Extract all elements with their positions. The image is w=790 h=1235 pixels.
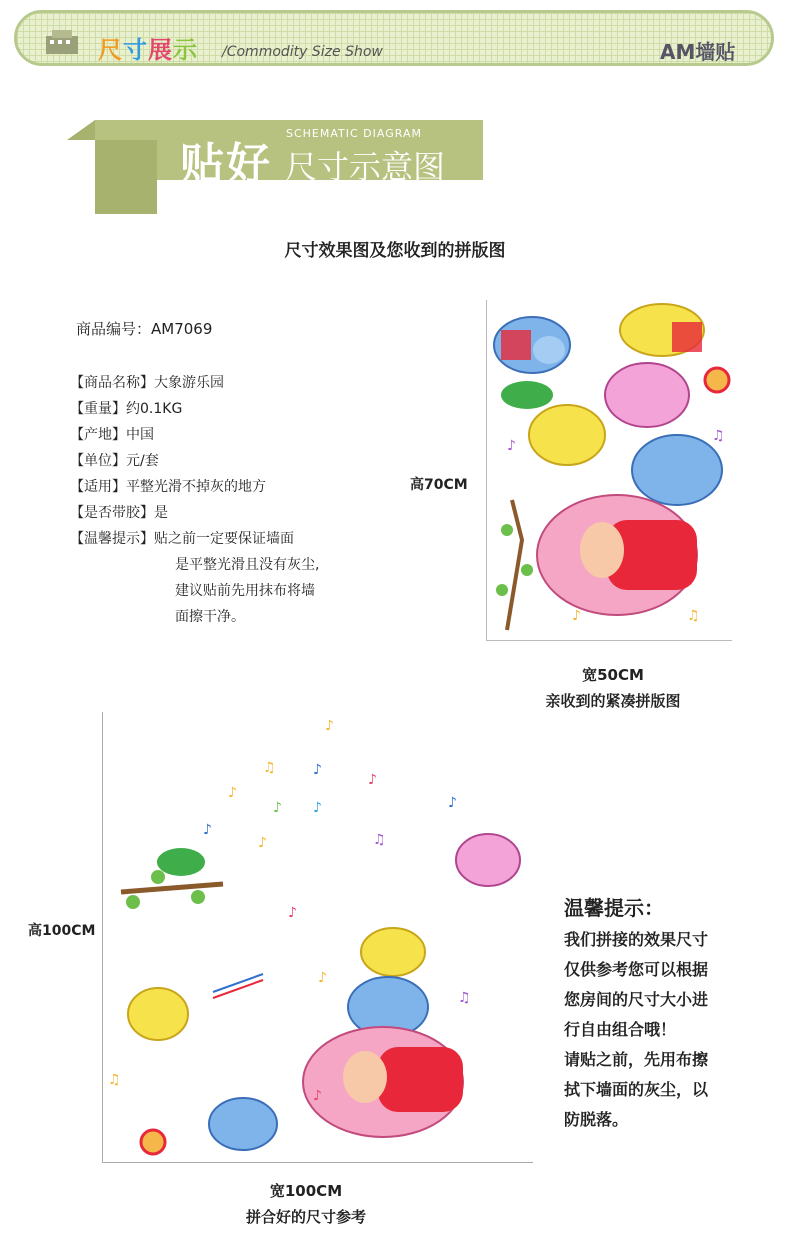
building-icon — [44, 28, 80, 56]
svg-text:♫: ♫ — [108, 1072, 121, 1088]
info-row: 建议贴前先用抹布将墙 — [175, 583, 315, 599]
svg-text:♪: ♪ — [368, 772, 377, 788]
svg-text:♪: ♪ — [318, 970, 327, 986]
svg-text:♪: ♪ — [288, 905, 297, 921]
tip-line: 防脱落。 — [564, 1110, 629, 1129]
info-row: 面擦干净。 — [175, 609, 245, 625]
section-header-accent — [95, 140, 157, 214]
section-title-english: SCHEMATIC DIAGRAM — [286, 127, 422, 140]
info-row: 【单位】元/套 — [70, 453, 159, 469]
assembled-caption: 拼合好的尺寸参考 — [245, 1208, 366, 1226]
product-code: 商品编号：AM7069 — [76, 320, 213, 338]
assembled-height-label: 高100CM — [28, 923, 96, 939]
tip-panel — [564, 892, 708, 1135]
info-row: 【温馨提示】贴之前一定要保证墙面 — [70, 531, 294, 547]
product-info-list — [70, 370, 319, 630]
section-title-big: 贴好 — [180, 139, 272, 190]
sheet-width-label: 宽50CM — [582, 666, 644, 684]
svg-text:♫: ♫ — [458, 990, 471, 1006]
svg-text:♪: ♪ — [325, 718, 334, 734]
svg-text:♪: ♪ — [313, 762, 322, 778]
info-row: 【商品名称】大象游乐园 — [70, 375, 224, 391]
tip-line: 您房间的尺寸大小进 — [564, 990, 709, 1009]
svg-text:♪: ♪ — [448, 795, 457, 811]
svg-text:♪: ♪ — [313, 1088, 322, 1104]
sheet-height-label: 高70CM — [410, 477, 468, 493]
info-row: 【产地】中国 — [70, 427, 154, 443]
info-row: 【是否带胶】是 — [70, 505, 168, 521]
svg-text:♫: ♫ — [373, 832, 386, 848]
svg-text:♪: ♪ — [228, 785, 237, 801]
banner-title: 尺寸展示 — [98, 36, 198, 64]
svg-text:♪: ♪ — [203, 822, 212, 838]
tip-line: 我们拼接的效果尺寸 — [564, 930, 709, 949]
svg-text:♪: ♪ — [507, 438, 516, 454]
page-heading: 尺寸效果图及您收到的拼版图 — [284, 241, 506, 261]
svg-text:♪: ♪ — [572, 608, 581, 624]
info-row: 【重量】约0.1KG — [70, 401, 183, 417]
svg-text:♪: ♪ — [273, 800, 282, 816]
tip-line: 行自由组合哦！ — [564, 1020, 677, 1039]
tip-line: 仅供参考您可以根据 — [564, 960, 709, 979]
sheet-caption: 亲收到的紧凑拼版图 — [545, 692, 681, 710]
section-header-notch — [67, 120, 95, 140]
assembled-decal-image — [102, 712, 533, 1163]
info-row: 是平整光滑且没有灰尘, — [175, 557, 320, 573]
brand-label: AM墙贴 — [660, 40, 736, 64]
assembled-width-label: 宽100CM — [269, 1182, 343, 1200]
svg-text:♫: ♫ — [263, 760, 276, 776]
banner-subtitle: /Commodity Size Show — [222, 44, 383, 60]
info-row: 【适用】平整光滑不掉灰的地方 — [70, 479, 266, 495]
tip-line: 请贴之前，先用布擦 — [564, 1050, 709, 1069]
section-title-small: 尺寸示意图 — [285, 148, 446, 186]
svg-text:♪: ♪ — [258, 835, 267, 851]
tip-line: 拭下墙面的灰尘，以 — [564, 1080, 709, 1099]
svg-text:♫: ♫ — [712, 428, 725, 444]
tip-title: 温馨提示： — [564, 896, 664, 920]
sticker-sheet-image — [486, 300, 732, 641]
svg-text:♫: ♫ — [687, 608, 700, 624]
svg-text:♪: ♪ — [313, 800, 322, 816]
